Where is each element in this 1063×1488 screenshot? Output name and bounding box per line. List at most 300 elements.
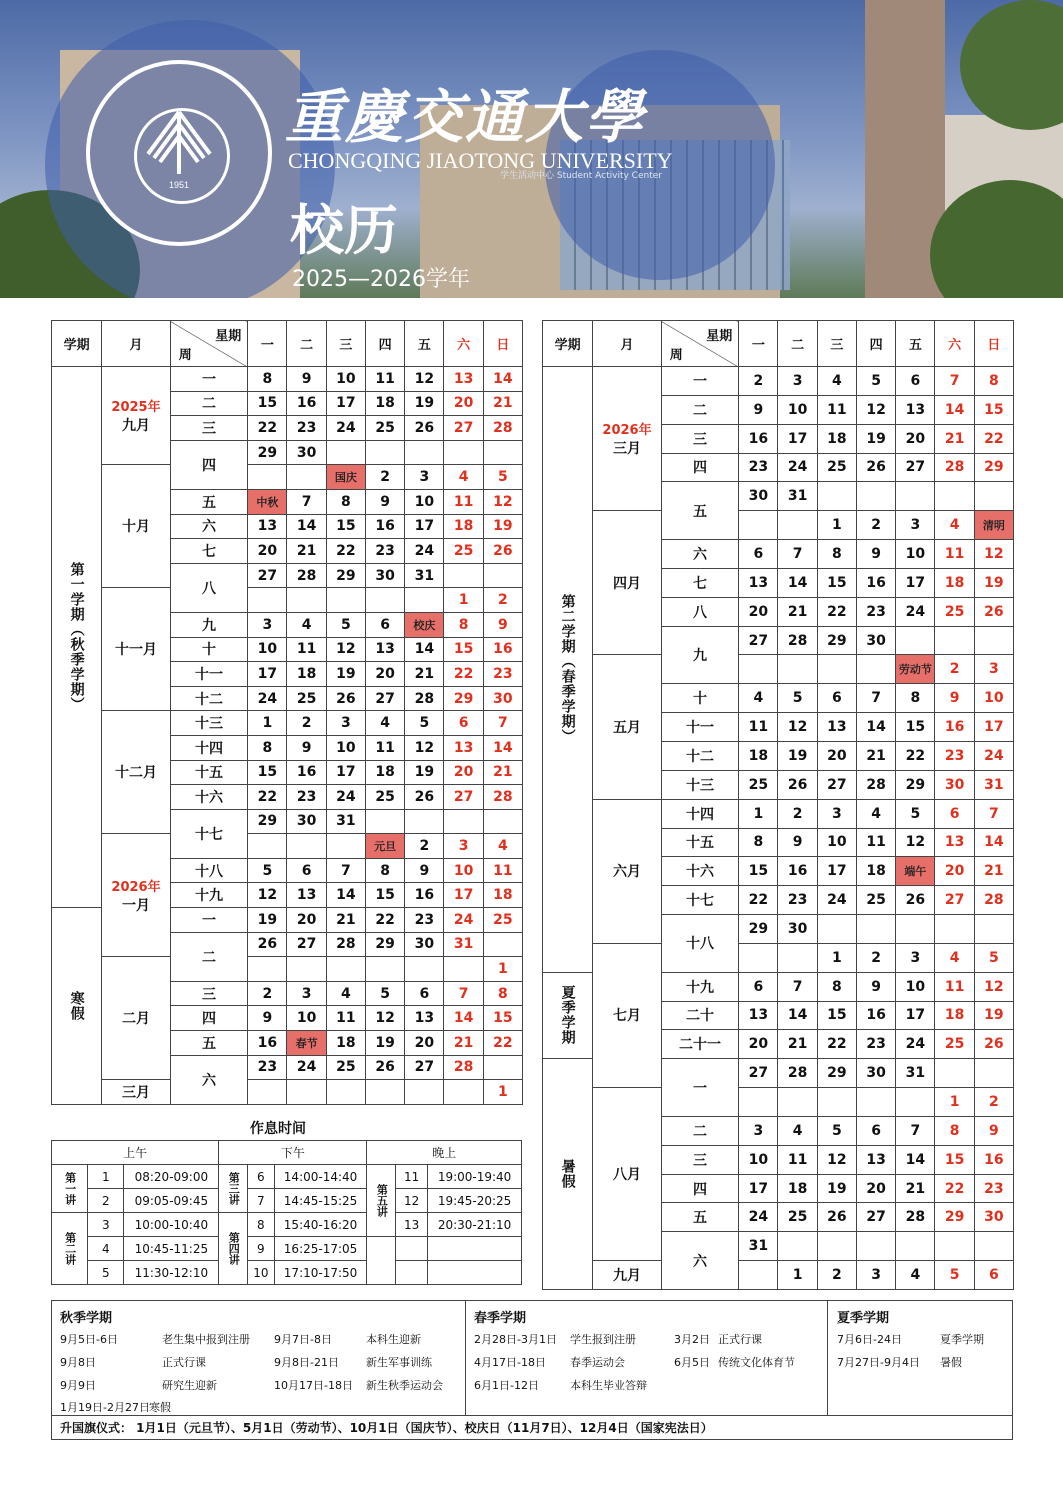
day-cell: 28	[974, 886, 1013, 915]
schedule-row	[52, 1189, 522, 1213]
day-cell: 12	[405, 735, 444, 760]
term-cell	[52, 908, 102, 1105]
week-day-header	[170, 321, 247, 367]
day-cell: 3	[896, 511, 935, 540]
day-cell: 13	[817, 713, 856, 742]
week-number: 十四	[661, 799, 738, 828]
week-number: 六	[661, 1232, 738, 1290]
month-cell	[102, 588, 170, 711]
day-cell: 14	[483, 367, 522, 392]
day-cell: 24	[896, 597, 935, 626]
university-seal	[86, 60, 272, 246]
weekday-header: 四	[365, 321, 404, 367]
day-cell: 29	[935, 1203, 974, 1232]
day-cell	[896, 482, 935, 511]
day-cell: 24	[248, 686, 287, 711]
day-cell: 14	[405, 637, 444, 662]
day-cell: 23	[405, 908, 444, 933]
month-label: 七月	[613, 1008, 642, 1025]
day-cell: 22	[365, 908, 404, 933]
calendar-row	[543, 655, 1014, 684]
day-cell: 11	[326, 1006, 365, 1031]
term-cell	[52, 367, 102, 908]
week-number: 六	[170, 514, 247, 539]
week-number: 十三	[170, 711, 247, 736]
day-cell: 29	[739, 915, 778, 944]
afternoon-header: 下午	[219, 1141, 367, 1165]
day-cell: 16	[405, 883, 444, 908]
week-number: 二十	[661, 1001, 738, 1030]
day-cell: 5	[483, 465, 522, 490]
day-cell: 16	[778, 857, 817, 886]
day-cell: 21	[483, 391, 522, 416]
day-cell: 29	[817, 1059, 856, 1088]
day-cell: 24	[817, 886, 856, 915]
day-cell: 1	[483, 1080, 522, 1105]
day-cell: 9	[974, 1116, 1013, 1145]
period-time: 08:20-09:00	[124, 1165, 219, 1189]
day-cell: 5	[326, 612, 365, 637]
day-cell: 24	[444, 908, 483, 933]
week-number: 八	[661, 597, 738, 626]
day-cell: 6	[974, 1261, 1013, 1290]
day-cell	[739, 655, 778, 684]
period-number: 2	[88, 1189, 124, 1213]
day-cell: 9	[405, 858, 444, 883]
note-item: 6月1日-12日	[474, 1379, 539, 1392]
day-cell: 8	[483, 981, 522, 1006]
month-label: 一月	[122, 897, 151, 914]
day-cell: 13	[935, 828, 974, 857]
day-cell	[444, 957, 483, 982]
day-cell: 22	[483, 1031, 522, 1056]
day-cell: 3	[974, 655, 1013, 684]
lecture-label: 第一讲	[52, 1165, 88, 1213]
day-cell: 21	[326, 908, 365, 933]
day-cell: 19	[405, 760, 444, 785]
note-item: 老生集中报到注册	[162, 1333, 250, 1346]
week-number: 十	[170, 637, 247, 662]
day-cell	[778, 1088, 817, 1117]
holiday-cell: 元旦	[365, 834, 404, 859]
day-cell: 14	[287, 514, 326, 539]
day-cell: 20	[817, 741, 856, 770]
day-cell: 9	[856, 540, 895, 569]
day-cell: 7	[287, 489, 326, 514]
day-cell	[444, 809, 483, 834]
day-cell	[739, 511, 778, 540]
day-cell	[935, 482, 974, 511]
day-cell: 15	[974, 395, 1013, 424]
day-cell: 11	[778, 1145, 817, 1174]
day-cell: 2	[365, 465, 404, 490]
day-cell: 18	[365, 391, 404, 416]
day-cell: 16	[974, 1145, 1013, 1174]
period-time: 17:10-17:50	[274, 1261, 367, 1285]
day-cell: 12	[405, 367, 444, 392]
calendar-row	[52, 588, 523, 613]
day-cell: 2	[778, 799, 817, 828]
day-cell: 26	[974, 597, 1013, 626]
day-cell: 19	[974, 568, 1013, 597]
day-cell: 25	[856, 886, 895, 915]
note-item: 9月9日	[60, 1379, 96, 1392]
day-cell: 15	[248, 760, 287, 785]
empty-cell	[428, 1261, 522, 1285]
week-number: 二	[661, 1116, 738, 1145]
day-cell	[856, 655, 895, 684]
day-cell: 17	[326, 391, 365, 416]
day-cell: 24	[896, 1030, 935, 1059]
day-cell: 30	[856, 626, 895, 655]
day-cell	[405, 588, 444, 613]
day-cell: 17	[974, 713, 1013, 742]
day-cell: 18	[935, 568, 974, 597]
day-cell: 23	[248, 1055, 287, 1080]
lecture-label: 第三讲	[219, 1165, 248, 1213]
day-cell	[405, 1080, 444, 1105]
month-year: 2026年	[111, 879, 161, 895]
week-number: 四	[661, 453, 738, 482]
day-cell: 2	[483, 588, 522, 613]
month-label: 八月	[613, 1167, 642, 1184]
day-cell: 9	[778, 828, 817, 857]
month-label: 三月	[122, 1085, 151, 1102]
month-cell	[593, 511, 661, 655]
day-cell: 26	[896, 886, 935, 915]
week-number: 十九	[170, 883, 247, 908]
university-name-en: CHONGQING JIAOTONG UNIVERSITY	[288, 148, 673, 173]
week-number: 四	[170, 1006, 247, 1031]
day-cell: 5	[896, 799, 935, 828]
day-cell: 20	[896, 424, 935, 453]
note-item: 7月27日-9月4日	[837, 1356, 920, 1369]
lecture-label: 第五讲	[367, 1165, 396, 1237]
day-cell	[248, 834, 287, 859]
day-cell: 5	[856, 367, 895, 396]
evening-header: 晚上	[367, 1141, 522, 1165]
day-cell: 3	[405, 465, 444, 490]
day-cell: 15	[896, 713, 935, 742]
week-number: 三	[661, 424, 738, 453]
day-cell: 31	[739, 1232, 778, 1261]
day-cell	[365, 1080, 404, 1105]
day-cell: 21	[935, 424, 974, 453]
day-cell: 31	[778, 482, 817, 511]
holiday-cell: 国庆	[326, 465, 365, 490]
week-number: 十二	[170, 686, 247, 711]
note-item: 寒假	[149, 1401, 171, 1414]
day-cell: 12	[974, 540, 1013, 569]
note-item: 9月7日-8日	[274, 1333, 332, 1346]
day-cell	[248, 465, 287, 490]
day-cell	[856, 1232, 895, 1261]
schedule-row	[52, 1237, 522, 1261]
note-item: 7月6日-24日	[837, 1333, 902, 1346]
note-item: 10月17日-18日	[274, 1379, 353, 1392]
calendar-row	[52, 1080, 523, 1105]
empty-cell	[396, 1261, 428, 1285]
day-cell	[856, 1088, 895, 1117]
empty-cell	[367, 1237, 396, 1285]
day-cell: 13	[287, 883, 326, 908]
day-cell: 18	[365, 760, 404, 785]
day-cell: 26	[483, 539, 522, 564]
notes-divider	[465, 1301, 466, 1415]
schedule-table	[51, 1140, 522, 1285]
schedule-row	[52, 1165, 522, 1189]
day-cell: 18	[778, 1174, 817, 1203]
term-label: 夏季学期	[559, 985, 576, 1046]
day-cell: 21	[856, 741, 895, 770]
day-cell: 7	[778, 972, 817, 1001]
period-number: 10	[248, 1261, 275, 1285]
day-cell	[365, 809, 404, 834]
day-cell: 29	[326, 563, 365, 588]
day-cell: 27	[287, 932, 326, 957]
period-time: 16:25-17:05	[274, 1237, 367, 1261]
week-number: 二	[170, 932, 247, 981]
day-cell: 29	[248, 440, 287, 465]
day-cell: 15	[248, 391, 287, 416]
week-number: 十六	[661, 857, 738, 886]
day-cell: 18	[856, 857, 895, 886]
day-cell	[935, 915, 974, 944]
weekday-header: 五	[896, 321, 935, 367]
weekday-header: 四	[856, 321, 895, 367]
day-cell: 20	[739, 1030, 778, 1059]
month-label: 三月	[613, 441, 642, 458]
day-cell: 18	[935, 1001, 974, 1030]
day-cell: 5	[935, 1261, 974, 1290]
week-label: 周	[669, 348, 683, 363]
day-cell: 28	[778, 626, 817, 655]
day-cell: 16	[739, 424, 778, 453]
period-number: 11	[396, 1165, 428, 1189]
week-number: 十七	[170, 809, 247, 858]
day-cell: 19	[778, 741, 817, 770]
day-cell: 12	[856, 395, 895, 424]
day-cell: 14	[856, 713, 895, 742]
day-cell: 8	[444, 612, 483, 637]
day-cell: 25	[778, 1203, 817, 1232]
day-cell: 8	[248, 735, 287, 760]
day-cell	[405, 440, 444, 465]
day-cell: 14	[935, 395, 974, 424]
schedule-row	[52, 1261, 522, 1285]
day-cell: 29	[444, 686, 483, 711]
day-cell: 13	[444, 367, 483, 392]
day-cell: 8	[739, 828, 778, 857]
day-cell: 31	[405, 563, 444, 588]
day-cell: 9	[287, 735, 326, 760]
day-cell: 22	[974, 424, 1013, 453]
weekday-header: 五	[405, 321, 444, 367]
period-time: 19:45-20:25	[428, 1189, 522, 1213]
day-cell: 8	[326, 489, 365, 514]
day-cell: 23	[483, 662, 522, 687]
day-cell: 6	[405, 981, 444, 1006]
month-label: 十二月	[115, 765, 158, 782]
day-cell: 5	[405, 711, 444, 736]
day-cell: 23	[935, 741, 974, 770]
day-cell: 1	[248, 711, 287, 736]
month-header: 月	[102, 321, 170, 367]
weekday-header: 二	[287, 321, 326, 367]
university-name-cn: 重慶交通大學	[285, 83, 646, 151]
day-cell: 30	[287, 809, 326, 834]
week-number: 十一	[661, 713, 738, 742]
day-cell: 4	[287, 612, 326, 637]
week-number: 一	[170, 908, 247, 933]
day-cell	[326, 588, 365, 613]
day-cell: 22	[248, 416, 287, 441]
day-cell: 2	[405, 834, 444, 859]
day-cell: 10	[778, 395, 817, 424]
day-cell: 19	[365, 1031, 404, 1056]
period-number: 1	[88, 1165, 124, 1189]
note-item: 春季运动会	[570, 1356, 625, 1369]
day-cell: 12	[365, 1006, 404, 1031]
period-time: 11:30-12:10	[124, 1261, 219, 1285]
day-cell: 13	[856, 1145, 895, 1174]
calendar-row	[543, 1088, 1014, 1117]
day-cell: 7	[974, 799, 1013, 828]
day-cell: 30	[935, 770, 974, 799]
day-cell: 20	[739, 597, 778, 626]
empty-cell	[428, 1237, 522, 1261]
day-cell: 7	[935, 367, 974, 396]
day-cell: 9	[248, 1006, 287, 1031]
week-number: 十四	[170, 735, 247, 760]
day-cell: 9	[287, 367, 326, 392]
day-cell: 9	[483, 612, 522, 637]
day-cell: 23	[287, 416, 326, 441]
day-cell	[326, 440, 365, 465]
holiday-cell: 清明	[974, 511, 1013, 540]
day-cell	[739, 1261, 778, 1290]
term-cell	[543, 367, 593, 973]
day-cell: 29	[974, 453, 1013, 482]
weekday-header: 六	[444, 321, 483, 367]
day-cell: 17	[444, 883, 483, 908]
day-cell: 6	[444, 711, 483, 736]
week-number: 七	[170, 539, 247, 564]
note-item: 正式行课	[718, 1333, 762, 1346]
week-number: 一	[661, 367, 738, 396]
day-cell: 20	[856, 1174, 895, 1203]
day-cell: 25	[444, 539, 483, 564]
day-cell: 1	[817, 943, 856, 972]
day-cell	[326, 834, 365, 859]
month-cell	[102, 367, 170, 465]
day-cell: 12	[248, 883, 287, 908]
note-item: 正式行课	[162, 1356, 206, 1369]
day-cell: 2	[856, 943, 895, 972]
day-cell	[935, 1232, 974, 1261]
day-cell: 28	[483, 416, 522, 441]
note-item: 传统文化体育节	[718, 1356, 795, 1369]
day-cell: 25	[483, 908, 522, 933]
week-number: 三	[661, 1145, 738, 1174]
day-cell: 13	[444, 735, 483, 760]
term-header: 学期	[543, 321, 593, 367]
day-cell	[444, 1080, 483, 1105]
day-cell: 11	[856, 828, 895, 857]
day-cell: 8	[896, 684, 935, 713]
holiday-cell: 劳动节	[896, 655, 935, 684]
day-cell	[974, 482, 1013, 511]
weekday-header: 一	[248, 321, 287, 367]
day-cell: 4	[856, 799, 895, 828]
day-cell: 11	[739, 713, 778, 742]
day-cell: 24	[326, 785, 365, 810]
term-label: 暑假	[559, 1159, 576, 1190]
day-cell: 28	[856, 770, 895, 799]
month-cell	[102, 465, 170, 588]
day-cell	[778, 1232, 817, 1261]
day-cell: 7	[326, 858, 365, 883]
day-cell: 4	[935, 511, 974, 540]
day-cell	[817, 1232, 856, 1261]
day-cell: 17	[896, 1001, 935, 1030]
day-cell	[817, 1088, 856, 1117]
month-year: 2025年	[111, 400, 161, 416]
day-cell: 31	[974, 770, 1013, 799]
day-cell: 12	[778, 713, 817, 742]
day-cell: 13	[896, 395, 935, 424]
term-label: 第二学期（春季学期）	[559, 594, 576, 745]
day-cell: 20	[935, 857, 974, 886]
period-time: 10:00-10:40	[124, 1213, 219, 1237]
day-cell: 17	[405, 514, 444, 539]
note-item: 3月2日	[674, 1333, 710, 1346]
day-cell: 11	[817, 395, 856, 424]
day-cell: 23	[974, 1174, 1013, 1203]
period-time: 14:45-15:25	[274, 1189, 367, 1213]
day-cell: 13	[739, 1001, 778, 1030]
day-cell: 3	[326, 711, 365, 736]
day-cell: 21	[483, 760, 522, 785]
day-cell: 30	[483, 686, 522, 711]
note-item: 9月5日-6日	[60, 1333, 118, 1346]
calendar-row	[543, 799, 1014, 828]
period-number: 8	[248, 1213, 275, 1237]
term-label: 寒假	[68, 990, 85, 1021]
day-cell: 8	[248, 367, 287, 392]
day-cell: 17	[248, 662, 287, 687]
day-cell: 23	[856, 1030, 895, 1059]
flag-ceremony-note: 升国旗仪式： 1月1日（元旦节）、5月1日（劳动节）、10月1日（国庆节）、校庆日（11月7日）、12月4日（国家宪法日）	[52, 1415, 1012, 1439]
day-cell: 4	[739, 684, 778, 713]
day-cell: 15	[326, 514, 365, 539]
day-cell: 29	[896, 770, 935, 799]
day-cell: 30	[287, 440, 326, 465]
day-cell: 20	[287, 908, 326, 933]
day-cell	[287, 465, 326, 490]
week-number: 十一	[170, 662, 247, 687]
notes-panel	[51, 1300, 1013, 1440]
day-cell: 16	[287, 760, 326, 785]
day-cell: 26	[974, 1030, 1013, 1059]
day-cell: 29	[365, 932, 404, 957]
period-number: 12	[396, 1189, 428, 1213]
term-cell	[543, 972, 593, 1059]
day-cell: 28	[935, 453, 974, 482]
week-number: 六	[170, 1055, 247, 1104]
period-time: 09:05-09:45	[124, 1189, 219, 1213]
day-cell: 6	[896, 367, 935, 396]
